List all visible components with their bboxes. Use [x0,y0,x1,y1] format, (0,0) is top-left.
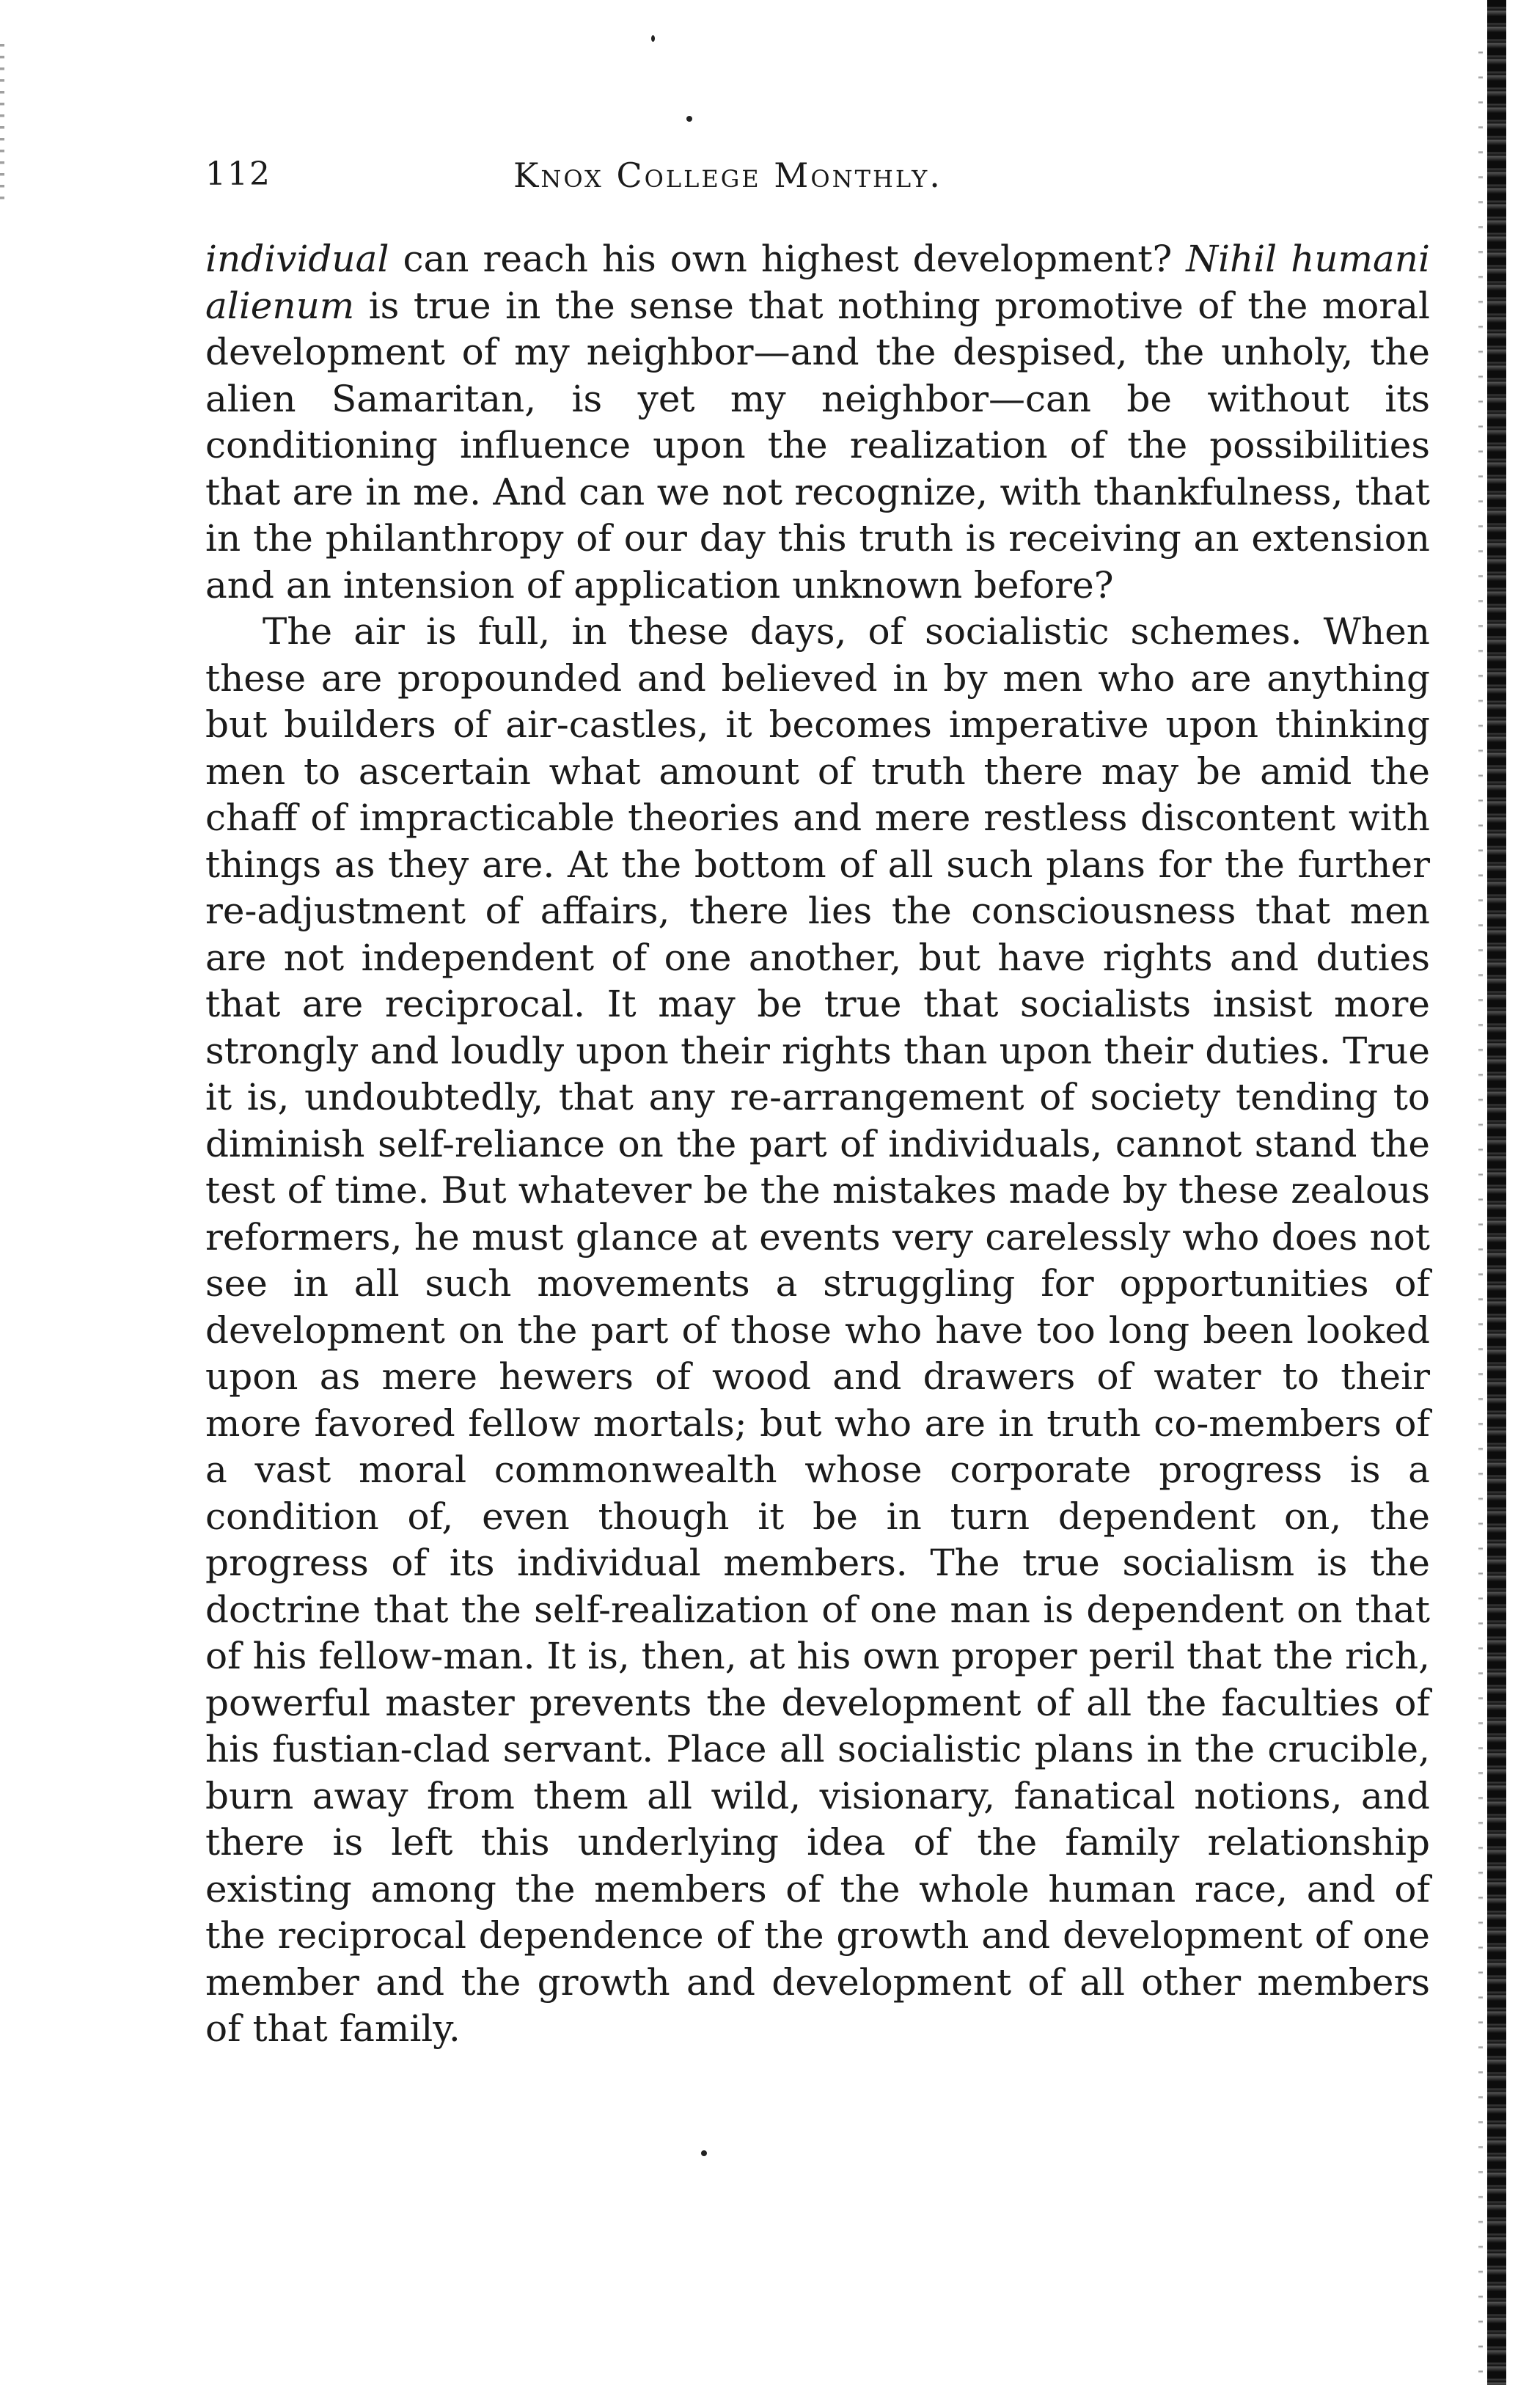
speck-mark [701,2150,707,2156]
italic-latin-phrase: Nihil humani alienum [205,238,1430,327]
italic-text: individual [205,238,389,280]
article-body [205,236,1430,2053]
speck-mark [686,116,692,122]
paragraph-2: The air is full, in these days, of socialistic schemes. When these are propounded and believed in by men who are anything but builders of air-castles, it becomes imperative upon thinking men to ascertain what amount of truth there may be amid the chaff of impracticable theories and mere restless discontent with things as they are. At the bottom of all such plans for the further re-adjustment of affairs, there lies the consciousness that men are not independent of one another, but have rights and duties that are reciprocal. It may be true that socialists insist more strongly and loudly upon their rights than upon their duties. True it is, undoubtedly, that any re-arrangement of society tending to diminish self-reliance on the part of individuals, cannot stand the test of time. But whatever be the mistakes made by these zealous reformers, he must glance at events very carelessly who does not see in all such movements a struggling for opportunities of development on the part of those who have too long been looked upon as mere hewers of wood and drawers of water to their more favored fellow mortals; but who are in truth co-members of a vast moral commonwealth whose corporate progress is a condition of, even though it be in turn dependent on, the progress of its individual members. The true socialism is the doctrine that the self-realization of one man is dependent on that of his fellow-man. It is, then, at his own proper peril that the rich, powerful master prevents the development of all the faculties of his fustian-clad servant. Place all socialistic plans in the crucible, burn away from them all wild, visionary, fanatical notions, and there is left this underlying idea of the family relationship existing among the members of the whole human race, and of the reciprocal dependence of the growth and development of one member and the growth and development of all other members of that family. [205,610,1430,2050]
running-head [205,155,1430,207]
paragraph-text: can reach his own highest development? [389,238,1187,280]
paragraph-1 [205,236,1430,609]
left-edge-marks [0,44,4,205]
journal-title: Knox College Monthly. [513,155,942,195]
paragraph-text: is true in the sense that nothing promotive of the moral development of my neighbor—and the despised, the unholy, the alien Samaritan, is yet my neighbor—can be without its conditioning influence upon the realization of the possibilities that are in me. And can we not recognize, with thankfulness, that in the philanthropy of our day this truth is receiving an extension and an intension of application unknown before? [205,284,1430,607]
page-number: 112 [205,155,271,193]
binding-edge [1487,0,1506,2385]
binding-edge-shadow [1478,29,1483,2376]
speck-mark [651,35,655,42]
